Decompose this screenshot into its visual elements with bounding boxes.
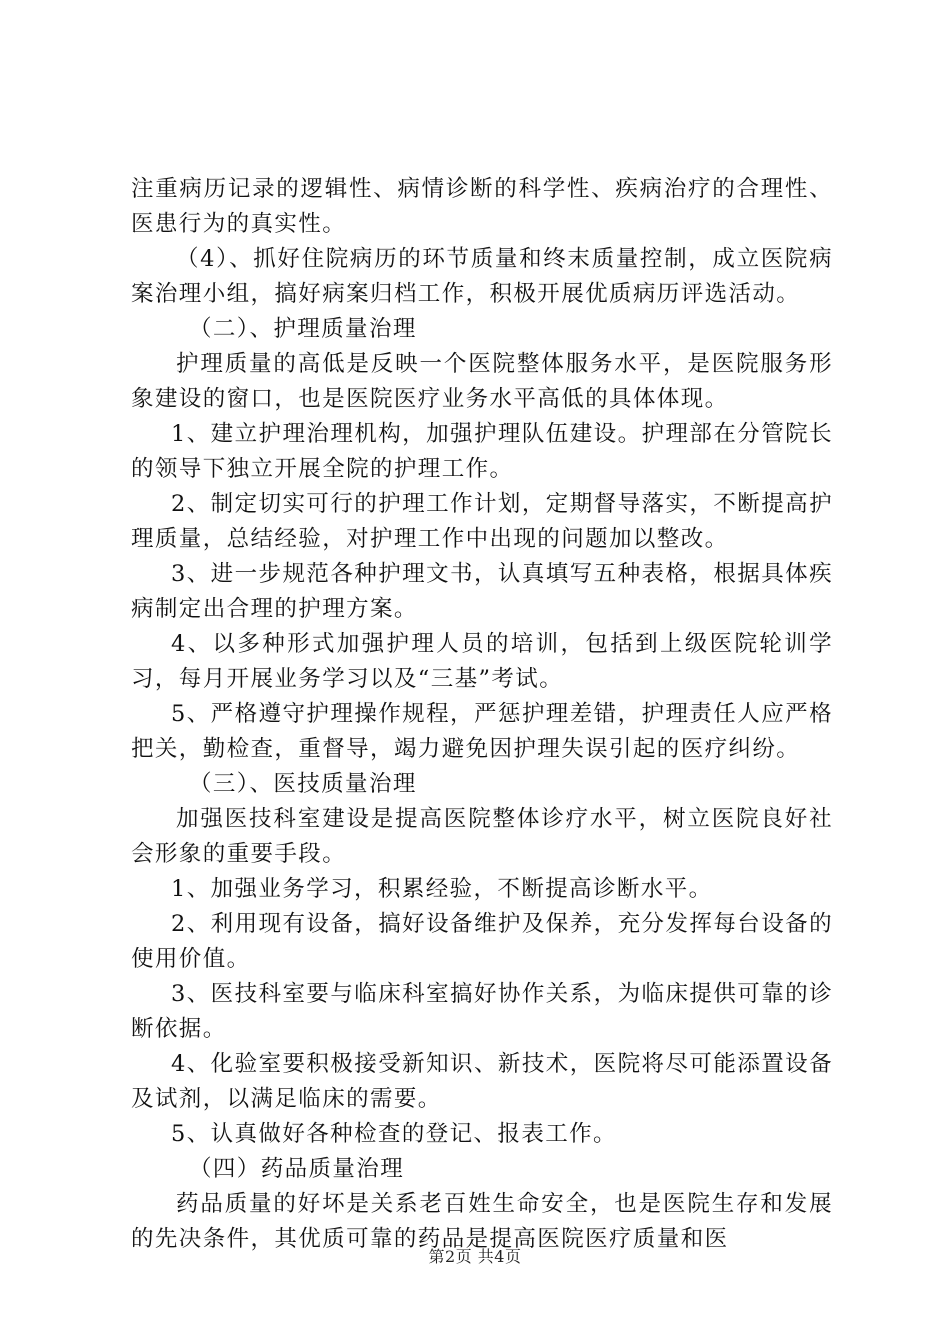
body-paragraph: 加强医技科室建设是提高医院整体诊疗水平，树立医院良好社会形象的重要手段。 — [131, 806, 833, 867]
list-item: 4、以多种形式加强护理人员的培训，包括到上级医院轮训学习，每月开展业务学习以及“三基”考试。 — [131, 631, 833, 692]
body-paragraph: 药品质量的好坏是关系老百姓生命安全，也是医院生存和发展的先决条件，其优质可靠的药品是提高医院医疗质量和医 — [131, 1191, 833, 1252]
list-item: 1、建立护理治理机构，加强护理队伍建设。护理部在分管院长的领导下独立开展全院的护理工作。 — [131, 421, 833, 482]
list-item: 2、制定切实可行的护理工作计划，定期督导落实，不断提高护理质量，总结经验，对护理工作中出现的问题加以整改。 — [131, 491, 833, 552]
list-item: 5、认真做好各种检查的登记、报表工作。 — [171, 1121, 617, 1147]
list-item: 5、严格遵守护理操作规程，严惩护理差错，护理责任人应严格把关，勤检查，重督导，竭力避免因护理失误引起的医疗纠纷。 — [131, 701, 833, 762]
list-item: 2、利用现有设备，搞好设备维护及保养，充分发挥每台设备的使用价值。 — [131, 911, 833, 972]
body-paragraph: （4）、抓好住院病历的环节质量和终末质量控制，成立医院病案治理小组，搞好病案归档工作，积极开展优质病历评选活动。 — [131, 246, 833, 307]
page-number-footer: 第2页 共4页 — [428, 1247, 522, 1266]
list-item: 1、加强业务学习，积累经验，不断提高诊断水平。 — [171, 876, 713, 902]
body-paragraph: 注重病历记录的逻辑性、病情诊断的科学性、疾病治疗的合理性、医患行为的真实性。 — [131, 176, 833, 237]
document-body — [131, 172, 833, 1257]
list-item: 3、医技科室要与临床科室搞好协作关系，为临床提供可靠的诊断依据。 — [131, 981, 833, 1042]
section-heading: （二）、护理质量治理 — [189, 316, 417, 342]
section-heading: （三）、医技质量治理 — [189, 771, 417, 797]
body-paragraph: 护理质量的高低是反映一个医院整体服务水平，是医院服务形象建设的窗口，也是医院医疗业务水平高低的具体体现。 — [131, 351, 833, 412]
list-item: 4、化验室要积极接受新知识、新技术，医院将尽可能添置设备及试剂，以满足临床的需要。 — [131, 1051, 833, 1112]
list-item: 3、进一步规范各种护理文书，认真填写五种表格，根据具体疾病制定出合理的护理方案。 — [131, 561, 833, 622]
section-heading: （四）药品质量治理 — [189, 1156, 405, 1182]
